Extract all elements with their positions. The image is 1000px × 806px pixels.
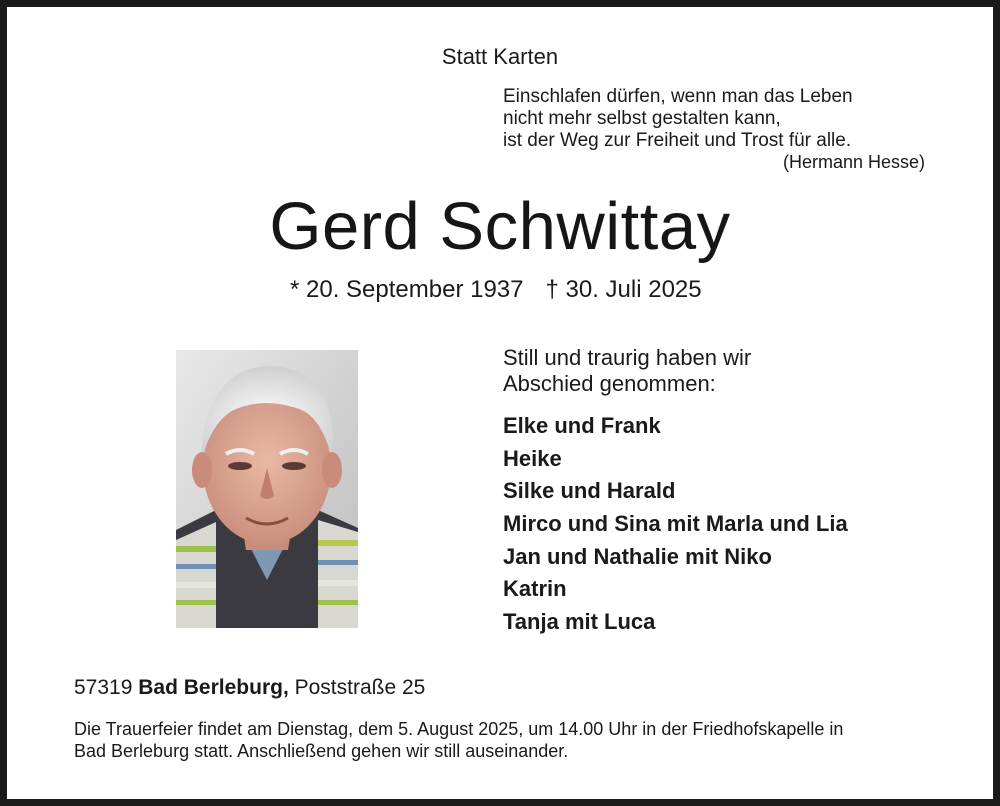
life-dates	[290, 276, 702, 304]
quote-line: Einschlafen dürfen, wenn man das Leben	[503, 86, 853, 107]
quote-line: ist der Weg zur Freiheit und Trost für alle.	[503, 130, 852, 151]
mourner-name: Silke und Harald	[503, 478, 676, 504]
address-street: Poststraße 25	[294, 676, 426, 699]
address-zip: 57319	[74, 676, 133, 699]
deceased-name: Gerd Schwittay	[269, 189, 731, 264]
mourner-name: Tanja mit Luca	[503, 609, 656, 635]
address-city: Bad Berleburg,	[138, 676, 289, 699]
mourner-name: Mirco und Sina mit Marla und Lia	[503, 511, 848, 537]
mourning-line: Abschied genommen:	[503, 371, 716, 396]
mourner-name: Jan und Nathalie mit Niko	[503, 543, 772, 569]
funeral-line: Bad Berleburg statt. Anschließend gehen wir still auseinander.	[74, 741, 569, 761]
death-date: † 30. Juli 2025	[545, 276, 702, 303]
portrait-photo	[176, 350, 358, 628]
mourning-line: Still und traurig haben wir	[503, 345, 752, 370]
mourner-list	[503, 410, 848, 639]
mourner-name: Elke und Frank	[503, 413, 661, 438]
address	[74, 676, 425, 700]
mourner-name: Heike	[503, 445, 562, 471]
portrait-image	[176, 350, 358, 628]
mourner-name: Katrin	[503, 576, 567, 602]
header-title: Statt Karten	[441, 44, 559, 69]
mourning-text	[503, 345, 751, 397]
quote	[503, 86, 853, 152]
funeral-info	[74, 718, 843, 762]
quote-author: (Hermann Hesse)	[782, 152, 925, 172]
funeral-line: Die Trauerfeier findet am Dienstag, dem 5. August 2025, um 14.00 Uhr in der Friedhofskapelle in	[74, 719, 844, 739]
birth-date: * 20. September 1937	[290, 276, 524, 303]
quote-line: nicht mehr selbst gestalten kann,	[503, 108, 781, 129]
